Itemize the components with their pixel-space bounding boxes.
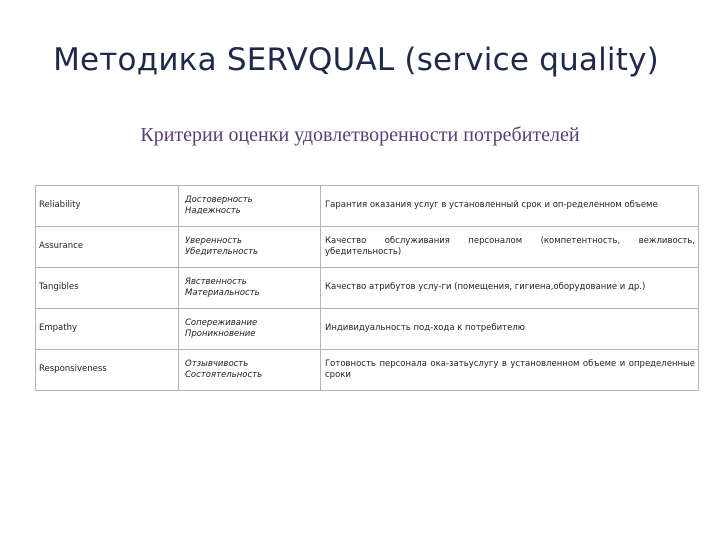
russian-term-2: Материальность — [185, 288, 260, 298]
table-row — [36, 227, 699, 268]
description-cell: Качество атрибутов услу-ги (помещения, гигиена,оборудование и др.) — [321, 268, 699, 309]
description-cell: Гарантия оказания услуг в установленный срок и оп-ределенном объеме — [321, 186, 699, 227]
criterion-cell: Tangibles — [36, 268, 179, 309]
russian-term-2: Убедительность — [185, 247, 259, 257]
russian-term-1: Отзывчивость — [185, 358, 249, 369]
table-row — [36, 186, 699, 227]
russian-term-2: Проникновение — [185, 329, 256, 339]
russian-term-1: Достоверность — [185, 194, 253, 205]
russian-term-2: Состоятельность — [185, 370, 263, 380]
description-cell: Готовность персонала ока-затьуслугу в установленном объеме и определенные сроки — [321, 350, 699, 391]
table-row — [36, 268, 699, 309]
russian-term-cell — [179, 186, 321, 227]
russian-term-2: Надежность — [185, 206, 241, 216]
russian-term-1: Явственность — [185, 276, 247, 287]
description-cell: Индивидуальность под-хода к потребителю — [321, 309, 699, 350]
criterion-cell: Assurance — [36, 227, 179, 268]
russian-term-cell — [179, 227, 321, 268]
criterion-cell: Empathy — [36, 309, 179, 350]
table-row — [36, 309, 699, 350]
russian-term-cell — [179, 268, 321, 309]
russian-term-1: Сопереживание — [185, 317, 258, 328]
description-cell: Качество обслуживания персоналом (компетентность, вежливость, убедительность) — [321, 227, 699, 268]
slide-subtitle: Критерии оценки удовлетворенности потребителей — [140, 124, 580, 146]
criterion-cell: Reliability — [36, 186, 179, 227]
slide-title: Методика SERVQUAL (service quality) — [53, 42, 659, 78]
russian-term-1: Уверенность — [185, 235, 242, 246]
table-row — [36, 350, 699, 391]
russian-term-cell — [179, 350, 321, 391]
servqual-table — [35, 185, 699, 391]
criterion-cell: Responsiveness — [36, 350, 179, 391]
russian-term-cell — [179, 309, 321, 350]
